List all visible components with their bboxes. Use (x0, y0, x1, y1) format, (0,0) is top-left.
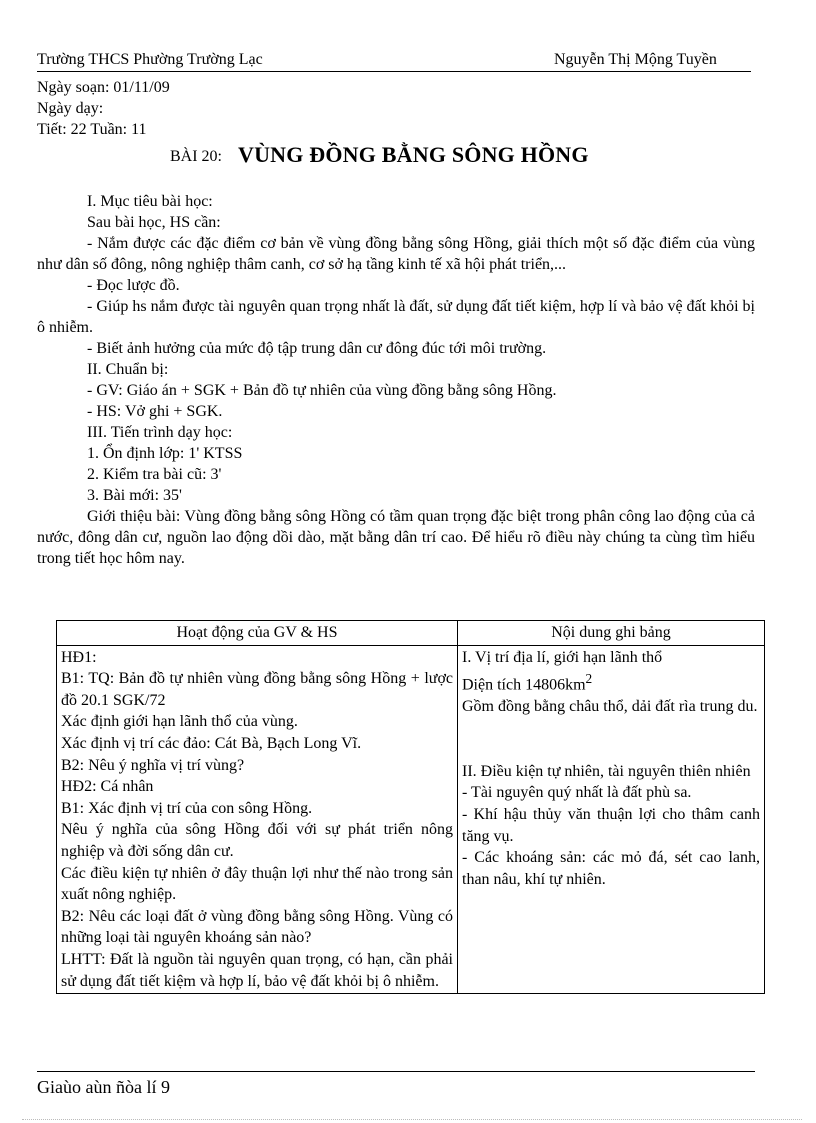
step-3: 3. Bài mới: 35' (87, 487, 182, 504)
content-spacer (462, 718, 760, 740)
step-1: 1. Ổn định lớp: 1' KTSS (87, 445, 243, 462)
header-divider (37, 71, 751, 72)
table-header-row (57, 621, 765, 646)
lesson-name: VÙNG ĐỒNG BẰNG SÔNG HỒNG (238, 142, 589, 167)
lesson-number: BÀI 20: (170, 148, 222, 165)
preparation-heading: II. Chuẩn bị: (87, 361, 169, 378)
activity-line: Nêu ý nghĩa của sông Hồng đối với sự phát triển nông nghiệp và đời sống dân cư. (61, 821, 453, 860)
footer-divider (37, 1071, 755, 1072)
preparation-student: - HS: Vở ghi + SGK. (87, 403, 223, 420)
teach-date: Ngày dạy: (37, 100, 104, 117)
content-section-2-heading: II. Điều kiện tự nhiên, tài nguyên thiên nhiên (462, 762, 751, 780)
period-week: Tiết: 22 Tuần: 11 (37, 121, 147, 138)
lesson-body (37, 191, 755, 569)
objectives-heading: I. Mục tiêu bài học: (87, 193, 213, 210)
activity-line: Xác định vị trí các đảo: Cát Bà, Bạch Long Vĩ. (61, 734, 362, 752)
content-area (462, 668, 760, 696)
content-section-1-heading: I. Vị trí địa lí, giới hạn lãnh thổ (462, 648, 663, 666)
prepared-date: Ngày soạn: 01/11/09 (37, 79, 170, 96)
preparation-teacher: - GV: Giáo án + SGK + Bản đồ tự nhiên của vùng đồng bằng sông Hồng. (87, 382, 557, 399)
header-school: Trường THCS Phường Trường Lạc (37, 51, 263, 68)
activity-line: B2: Nêu ý nghĩa vị trí vùng? (61, 756, 245, 774)
activities-cell (57, 645, 458, 994)
objective-3: - Giúp hs nắm được tài nguyên quan trọng nhất là đất, sử dụng đất tiết kiệm, hợp lí và bảo vệ đất khỏi bị ô nhiễm. (37, 298, 755, 336)
col-content-header: Nội dung ghi bảng (458, 621, 765, 646)
lesson-intro: Giới thiệu bài: Vùng đồng bằng sông Hồng có tầm quan trọng đặc biệt trong phân công lao động của cả nước, đông dân cư, nguồn lao động dồi dào, mặt bằng dân trí cao. Để hiểu rõ điều này chúng ta cùng tìm hiểu trong tiết học hôm nay. (37, 508, 755, 567)
activity-line: HĐ1: (61, 648, 97, 666)
area-text: Diện tích 14806km (462, 676, 586, 694)
content-item: - Tài nguyên quý nhất là đất phù sa. (462, 784, 692, 802)
activity-line: B2: Nêu các loại đất ở vùng đồng bằng sông Hồng. Vùng có những loại tài nguyên khoáng sản nào? (61, 907, 453, 947)
activity-line: B1: TQ: Bản đồ tự nhiên vùng đồng bằng sông Hồng + lược đồ 20.1 SGK/72 (61, 670, 453, 709)
page-edge (22, 1119, 802, 1120)
activity-line: Các điều kiện tự nhiên ở đây thuận lợi như thế nào trong sản xuất nông nghiệp. (61, 864, 453, 904)
activity-line: HĐ2: Cá nhân (61, 778, 154, 796)
step-2: 2. Kiểm tra bài cũ: 3' (87, 466, 222, 483)
table-row (57, 645, 765, 994)
col-activities-header: Hoạt động của GV & HS (57, 621, 458, 646)
objective-1: - Nắm được các đặc điểm cơ bản về vùng đồng bằng sông Hồng, giải thích một số đặc điểm của vùng như dân số đông, nông nghiệp thâm canh, cơ sở hạ tầng kinh tế xã hội phát triển,... (37, 235, 755, 273)
area-superscript: 2 (585, 671, 593, 687)
activity-line: LHTT: Đất là nguồn tài nguyên quan trọng, có hạn, cần phải sử dụng đất tiết kiệm và hợp lí, bảo vệ đất khỏi bị ô nhiễm. (61, 950, 453, 990)
objectives-intro: Sau bài học, HS cần: (87, 214, 221, 231)
process-heading: III. Tiến trình dạy học: (87, 424, 233, 441)
objective-4: - Biết ảnh hưởng của mức độ tập trung dân cư đông đúc tới môi trường. (87, 340, 547, 357)
content-item: - Khí hậu thủy văn thuận lợi cho thâm canh tăng vụ. (462, 806, 760, 845)
activity-line: Xác định giới hạn lãnh thổ của vùng. (61, 713, 298, 731)
meta-block (37, 77, 755, 140)
content-item: - Các khoáng sản: các mỏ đá, sét cao lanh, than nâu, khí tự nhiên. (462, 849, 760, 888)
footer-text: Giaùo aùn ñòa lí 9 (37, 1077, 170, 1097)
header-teacher: Nguyễn Thị Mộng Tuyền (554, 51, 717, 68)
content-area-desc: Gồm đồng bằng châu thổ, dải đất rìa trung du. (462, 698, 758, 716)
lesson-table (56, 620, 765, 994)
content-cell (458, 645, 765, 994)
content-spacer (462, 739, 760, 761)
activity-line: B1: Xác định vị trí của con sông Hồng. (61, 799, 313, 817)
objective-2: - Đọc lược đồ. (87, 277, 180, 294)
lesson-title (0, 142, 816, 170)
